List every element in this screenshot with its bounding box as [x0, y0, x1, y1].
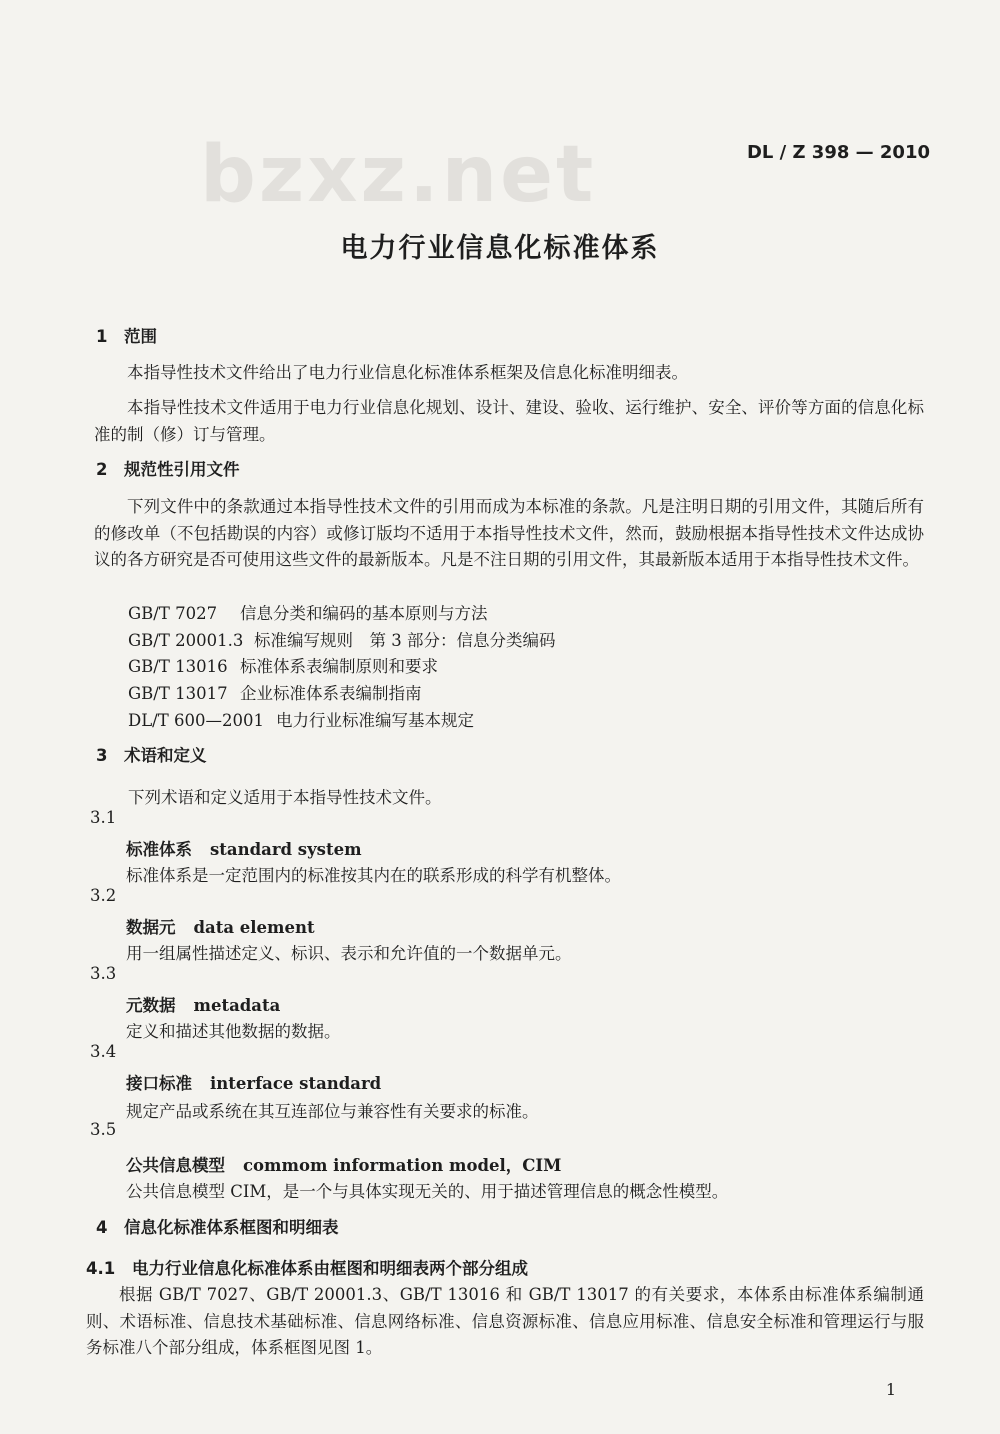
- term-definition: 用一组属性描述定义、标识、表示和允许值的一个数据单元。: [126, 944, 572, 963]
- term-english: interface standard: [210, 1074, 382, 1093]
- section-number: 2: [96, 460, 108, 479]
- term-english: data element: [193, 918, 315, 937]
- reference-item: [128, 627, 556, 651]
- subsection-number: 4.1: [86, 1259, 116, 1278]
- reference-code: GB/T 20001.3: [128, 631, 244, 650]
- term-definition: 公共信息模型 CIM，是一个与具体实现无关的、用于描述管理信息的概念性模型。: [126, 1182, 729, 1201]
- section-1-paragraph-1: 本指导性技术文件给出了电力行业信息化标准体系框架及信息化标准明细表。: [127, 363, 688, 382]
- reference-title: 标准体系表编制原则和要求: [240, 657, 438, 676]
- term-english: standard system: [210, 840, 362, 859]
- section-2-heading: [96, 456, 240, 480]
- term-chinese: 接口标准: [126, 1074, 192, 1093]
- term-heading: [126, 1152, 561, 1176]
- section-4-heading: [96, 1214, 339, 1238]
- reference-code: GB/T 13017: [128, 684, 228, 703]
- reference-item: [128, 653, 438, 677]
- subsection-4-1-heading: [86, 1255, 528, 1279]
- term-chinese: 元数据: [126, 996, 176, 1015]
- term-chinese: 公共信息模型: [126, 1156, 225, 1175]
- section-title: 范围: [124, 327, 157, 346]
- reference-item: [128, 680, 422, 704]
- reference-title: 电力行业标准编写基本规定: [276, 711, 474, 730]
- term-heading: [126, 992, 280, 1016]
- term-definition: 规定产品或系统在其互连部位与兼容性有关要求的标准。: [126, 1102, 539, 1121]
- reference-code: DL/T 600—2001: [128, 711, 264, 730]
- reference-title: 信息分类和编码的基本原则与方法: [240, 604, 488, 623]
- document-number: DL / Z 398 — 2010: [746, 142, 930, 163]
- term-definition: 定义和描述其他数据的数据。: [126, 1022, 341, 1041]
- term-heading: [126, 836, 362, 860]
- subsection-title: 电力行业信息化标准体系由框图和明细表两个部分组成: [132, 1259, 528, 1278]
- term-number: 3.4: [90, 1042, 117, 1061]
- term-english: metadata: [193, 996, 281, 1015]
- page-title: 电力行业信息化标准体系: [340, 233, 660, 264]
- watermark: bzxz.net: [200, 130, 597, 220]
- term-english: commom information model，CIM: [243, 1156, 562, 1175]
- term-number: 3.5: [90, 1120, 117, 1139]
- section-1-heading: [96, 323, 157, 347]
- term-definition: 标准体系是一定范围内的标准按其内在的联系形成的科学有机整体。: [126, 866, 621, 885]
- term-number: 3.2: [90, 886, 117, 905]
- reference-item: [128, 600, 488, 624]
- reference-item: [128, 707, 474, 731]
- reference-title: 标准编写规则 第 3 部分：信息分类编码: [254, 631, 556, 650]
- reference-code: GB/T 13016: [128, 657, 228, 676]
- section-2-paragraph: 下列文件中的条款通过本指导性技术文件的引用而成为本标准的条款。凡是注明日期的引用文件，其随后所有的修改单（不包括勘误的内容）或修订版均不适用于本指导性技术文件，然而，鼓励根据本指导性技术文件达成协议的各方研究是否可使用这些文件的最新版本。凡是不注日期的引用文件，其最新版本适用于本指导性技术文件。: [94, 497, 924, 569]
- page-number: 1: [885, 1380, 896, 1399]
- section-number: 1: [96, 327, 108, 346]
- reference-code: GB/T 7027: [128, 604, 218, 623]
- section-1-paragraph-2: 本指导性技术文件适用于电力行业信息化规划、设计、建设、验收、运行维护、安全、评价等方面的信息化标准的制（修）订与管理。: [94, 398, 924, 444]
- reference-title: 企业标准体系表编制指南: [240, 684, 422, 703]
- term-chinese: 标准体系: [126, 840, 192, 859]
- term-heading: [126, 914, 315, 938]
- section-title: 信息化标准体系框图和明细表: [124, 1218, 339, 1237]
- term-number: 3.3: [90, 964, 117, 983]
- section-number: 4: [96, 1218, 108, 1237]
- section-3-heading: [96, 742, 207, 766]
- subsection-4-1-paragraph: 根据 GB/T 7027、GB/T 20001.3、GB/T 13016 和 GB/T 13017 的有关要求，本体系由标准体系编制通则、术语标准、信息技术基础标准、信息网络标准、信息资源标准、信息应用标准、信息安全标准和管理运行与服务标准八个部分组成，体系框图见图 1。: [86, 1285, 924, 1357]
- section-number: 3: [96, 746, 108, 765]
- section-title: 术语和定义: [124, 746, 207, 765]
- term-chinese: 数据元: [126, 918, 176, 937]
- term-heading: [126, 1070, 381, 1094]
- section-3-intro: 下列术语和定义适用于本指导性技术文件。: [128, 788, 442, 807]
- section-title: 规范性引用文件: [124, 460, 240, 479]
- term-number: 3.1: [90, 808, 117, 827]
